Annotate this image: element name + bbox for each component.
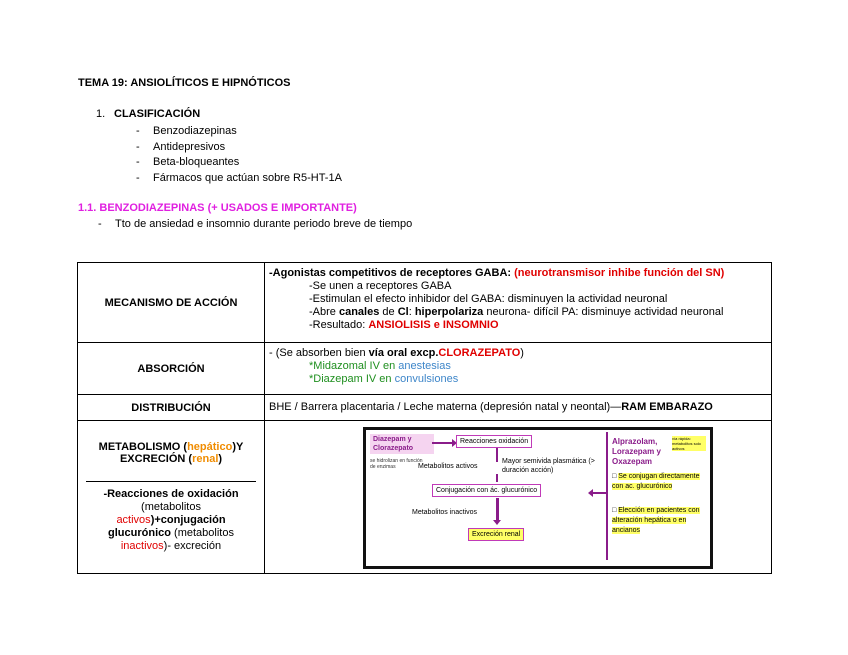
classification-list [136, 124, 342, 186]
section-heading-text: CLASIFICACIÓN [114, 108, 201, 120]
section-heading-benzodiazepinas: 1.1. BENZODIAZEPINAS (+ USADOS E IMPORTANTE) [78, 202, 357, 214]
list-item: - Fármacos que actúan sobre R5-HT-1A [136, 171, 342, 184]
metabolism-diagram [363, 427, 713, 569]
table-cell: -Agonistas competitivos de receptores GABA: (neurotransmisor inhibe función del SN) -Se unen a receptores GABA -Estimulan el efecto inhibidor del GABA: disminuyen la actividad neuronal -Abre canales de Cl: hiperpolariza neurona- difícil PA: disminuye actividad neuronal -Resultado: ANSIOLISIS e INSOMNIO [265, 263, 772, 343]
table-cell [265, 421, 772, 574]
diagram-box-diazepam: Diazepam y Clorazepato [370, 434, 434, 454]
table-row [78, 421, 772, 574]
section-heading-clasificacion [96, 108, 200, 120]
pharmacology-table [77, 262, 772, 574]
arrow-icon [496, 474, 498, 482]
list-item: - Antidepresivos [136, 140, 226, 153]
table-cell: BHE / Barrera placentaria / Leche materna (depresión natal y neontal)—RAM EMBARAZO [265, 395, 772, 421]
page-title: TEMA 19: ANSIOLÍTICOS E HIPNÓTICOS [78, 77, 291, 89]
list-item: - Beta-bloqueantes [136, 156, 240, 168]
arrow-icon [588, 489, 593, 497]
row-label: ABSORCIÓN [78, 343, 265, 395]
row-label: MECANISMO DE ACCIÓN [78, 263, 265, 343]
list-item: - Tto de ansiedad e insomnio durante periodo breve de tiempo [98, 218, 413, 230]
diagram-right-title: Alprazolam, Lorazepam y Oxazepam [612, 437, 661, 466]
table-row [78, 395, 772, 421]
diagram-box-conjugacion: Conjugación con ác. glucurónico [432, 484, 541, 497]
diagram-box-oxidacion: Reacciones oxidación [456, 435, 532, 448]
arrow-icon [432, 442, 454, 444]
diagram-right-note: vía rápida: metabolitos solo activos [672, 436, 706, 451]
diagram-text: Mayor semivida plasmática (> duración acción) [502, 458, 595, 474]
divider [86, 481, 256, 482]
list-item: - Benzodiazepinas [136, 125, 237, 137]
arrow-icon [496, 498, 499, 522]
diagram-right-bullet: □ Elección en pacientes con alteración hepática o en ancianos [612, 507, 700, 534]
diagram-text: Metabolitos activos [418, 463, 478, 470]
diagram-right-bullet: □ Se conjugan directamente con ac. glucurónico [612, 473, 700, 490]
row-label: METABOLISMO (hepático)Y EXCRECIÓN (renal) -Reacciones de oxidación (metabolitos activos)+conjugación glucurónico (metabolitos inactivos)- excreción [78, 421, 265, 574]
arrow-icon [493, 520, 501, 525]
diagram-text: Metabolitos inactivos [412, 509, 477, 516]
arrow-icon [592, 492, 606, 494]
table-row [78, 263, 772, 343]
table-cell: - (Se absorben bien vía oral excp.CLORAZEPATO) *Midazomal IV en anestesias *Diazepam IV en convulsiones [265, 343, 772, 395]
row-label: DISTRIBUCIÓN [78, 395, 265, 421]
diagram-note: se hidrolizan en función de enzimas [370, 458, 423, 470]
arrow-icon [496, 448, 498, 462]
metabolism-note: -Reacciones de oxidación (metabolitos activos)+conjugación glucurónico (metabolitos inactivos)- excreción [103, 488, 239, 552]
section-number: 1. [96, 108, 106, 120]
table-row [78, 343, 772, 395]
diagram-box-excrecion: Excreción renal [468, 528, 524, 541]
